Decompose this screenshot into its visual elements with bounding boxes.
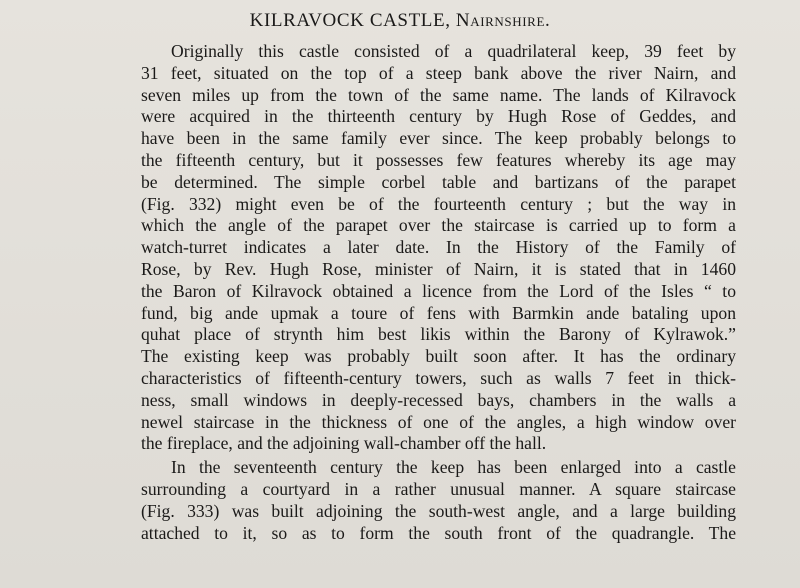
text-line: fund, big ande upmak a toure of fens with Barmkin ande bataling upon (141, 302, 736, 323)
text-line: watch-turret indicates a later date. In the History of the Family of (141, 237, 736, 258)
page-heading (0, 9, 800, 33)
body-text (141, 41, 736, 544)
text-line: the fifteenth century, but it possesses few features whereby its age may (141, 149, 736, 170)
text-line: which the angle of the parapet over the staircase is carried up to form a (141, 215, 736, 236)
text-line: Originally this castle consisted of a quadrilateral keep, 39 feet by (171, 41, 736, 61)
text-line: The existing keep was probably built soon after. It has the ordinary (141, 346, 736, 367)
text-line: Rose, by Rev. Hugh Rose, minister of Nairn, it is stated that in 1460 (141, 258, 736, 279)
text-line: characteristics of fifteenth-century towers, such as walls 7 feet in thick- (141, 367, 736, 388)
text-line: attached to it, so as to form the south front of the quadrangle. The (141, 522, 736, 543)
text-line: newel staircase in the thickness of one of the angles, a high window over (141, 411, 736, 432)
paragraph-2 (141, 457, 736, 544)
text-line: the fireplace, and the adjoining wall-chamber off the hall. (141, 433, 547, 454)
text-line: the Baron of Kilravock obtained a licence from the Lord of the Isles “ to (141, 280, 736, 301)
heading-title: KILRAVOCK CASTLE, (249, 10, 451, 31)
text-line: have been in the same family ever since. The keep probably belongs to (141, 128, 736, 149)
text-line: 31 feet, situated on the top of a steep bank above the river Nairn, and (141, 62, 736, 83)
text-line: (Fig. 333) was built adjoining the south-west angle, and a large building (141, 500, 736, 521)
text-line: quhat place of strynth him best likis within the Barony of Kylrawok.” (141, 324, 736, 345)
text-line: seven miles up from the town of the same name. The lands of Kilravock (141, 84, 736, 105)
text-line: be determined. The simple corbel table and bartizans of the parapet (141, 171, 736, 192)
text-line: were acquired in the thirteenth century by Hugh Rose of Geddes, and (141, 106, 736, 127)
text-line: surrounding a courtyard in a rather unusual manner. A square staircase (141, 478, 736, 499)
text-line: In the seventeenth century the keep has been enlarged into a castle (171, 457, 736, 478)
text-line: ness, small windows in deeply-recessed bays, chambers in the walls a (141, 389, 736, 410)
paragraph-1 (141, 41, 736, 455)
text-line: (Fig. 332) might even be of the fourteenth century ; but the way in (141, 193, 736, 214)
heading-place: Nairnshire. (455, 10, 551, 31)
